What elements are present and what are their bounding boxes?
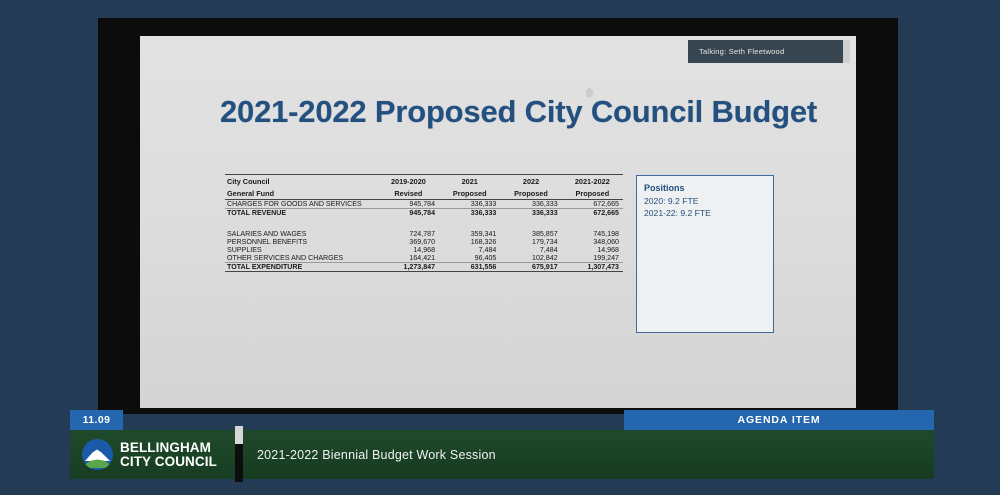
- table-spacer-row: [225, 217, 623, 230]
- session-title-bar: [243, 430, 934, 479]
- timestamp-badge: 11.09: [70, 410, 123, 430]
- row-header-line1: City Council: [227, 176, 270, 186]
- row-value: 102,842: [500, 254, 561, 263]
- row-value: 336,333: [500, 200, 561, 209]
- row-value: 359,341: [470, 230, 497, 238]
- col-header-1a: 2019-2020: [390, 176, 426, 186]
- row-label: TOTAL EXPENDITURE: [225, 263, 378, 272]
- agenda-item-bar: AGENDA ITEM: [624, 410, 934, 430]
- row-value: 164,421: [378, 254, 439, 263]
- col-header-4a: 2021-2022: [574, 176, 610, 186]
- row-value: 631,556: [439, 263, 500, 272]
- table-header-row-1: [225, 175, 623, 188]
- table-row: [225, 200, 623, 209]
- table-row-total-expenditure: [225, 263, 623, 272]
- page-title: 2021-2022 Proposed City Council Budget: [220, 94, 818, 129]
- row-value: 385,857: [532, 230, 558, 238]
- mountain-peak-shape: [85, 448, 110, 461]
- row-value: 7,484: [539, 246, 558, 254]
- col-header-2b: Proposed: [452, 188, 487, 198]
- positions-callout: [636, 175, 774, 333]
- table-row: [225, 254, 623, 263]
- row-label: OTHER SERVICES AND CHARGES: [225, 254, 378, 263]
- table-row: [225, 230, 623, 238]
- talking-speaker-label: Talking: Seth Fleetwood: [699, 47, 785, 56]
- row-value: 7,484: [478, 246, 497, 254]
- positions-line-2021-22: 2021-22: 9.2 FTE: [644, 208, 711, 218]
- row-label: PERSONNEL BENEFITS: [227, 238, 308, 246]
- budget-table: [225, 174, 623, 272]
- row-value: 348,060: [593, 238, 619, 246]
- table-spacer-cell: [225, 217, 623, 230]
- lower-third-divider: [235, 426, 243, 482]
- row-value: 945,784: [409, 209, 436, 217]
- positions-line-2020: 2020: 9.2 FTE: [644, 195, 699, 206]
- col-header-4b: Proposed: [575, 188, 610, 198]
- row-value: 336,333: [470, 209, 497, 217]
- row-value: 672,665: [593, 209, 619, 217]
- row-value: 179,734: [532, 238, 558, 246]
- row-label: TOTAL REVENUE: [227, 209, 287, 217]
- table-body: [225, 200, 623, 272]
- row-value: 1,307,473: [562, 263, 623, 272]
- row-header-line2: General Fund: [227, 188, 275, 198]
- org-logo-text: [120, 441, 217, 469]
- positions-heading: Positions: [644, 183, 685, 193]
- table-row: [225, 238, 623, 246]
- row-value: 336,333: [439, 200, 500, 209]
- bellingham-mountain-icon: [82, 439, 113, 470]
- table-head: [225, 175, 623, 200]
- row-label: CHARGES FOR GOODS AND SERVICES: [225, 200, 378, 209]
- row-value: 724,787: [409, 230, 436, 238]
- table-row-total-revenue: [225, 209, 623, 218]
- row-value: 168,326: [470, 238, 497, 246]
- row-label: SALARIES AND WAGES: [227, 230, 307, 238]
- col-header-3b: Proposed: [514, 188, 548, 198]
- row-value: 199,247: [562, 254, 623, 263]
- row-label: SUPPLIES: [227, 246, 262, 254]
- presentation-slide: [140, 36, 856, 408]
- row-value: 96,405: [439, 254, 500, 263]
- table-header-row-2: [225, 187, 623, 200]
- row-value: 745,198: [593, 230, 619, 238]
- row-value: 14,968: [413, 246, 436, 254]
- org-name-line1: BELLINGHAM: [120, 439, 211, 455]
- table-row: [225, 246, 623, 254]
- session-title-label: 2021-2022 Biennial Budget Work Session: [257, 447, 496, 462]
- row-value: 675,917: [500, 263, 561, 272]
- row-value: 1,273,847: [378, 263, 439, 272]
- col-header-1b: Revised: [394, 188, 423, 198]
- row-value: 672,665: [562, 200, 623, 209]
- talking-speaker-badge: [688, 40, 843, 63]
- row-value: 336,333: [532, 209, 558, 217]
- org-name-line2: CITY COUNCIL: [120, 453, 217, 469]
- row-value: 369,670: [409, 238, 436, 246]
- row-value: 945,784: [378, 200, 439, 209]
- row-value: 14,968: [597, 246, 619, 254]
- org-logo-block: [70, 430, 235, 479]
- col-header-2a: 2021: [461, 176, 478, 186]
- col-header-3a: 2022: [522, 176, 540, 186]
